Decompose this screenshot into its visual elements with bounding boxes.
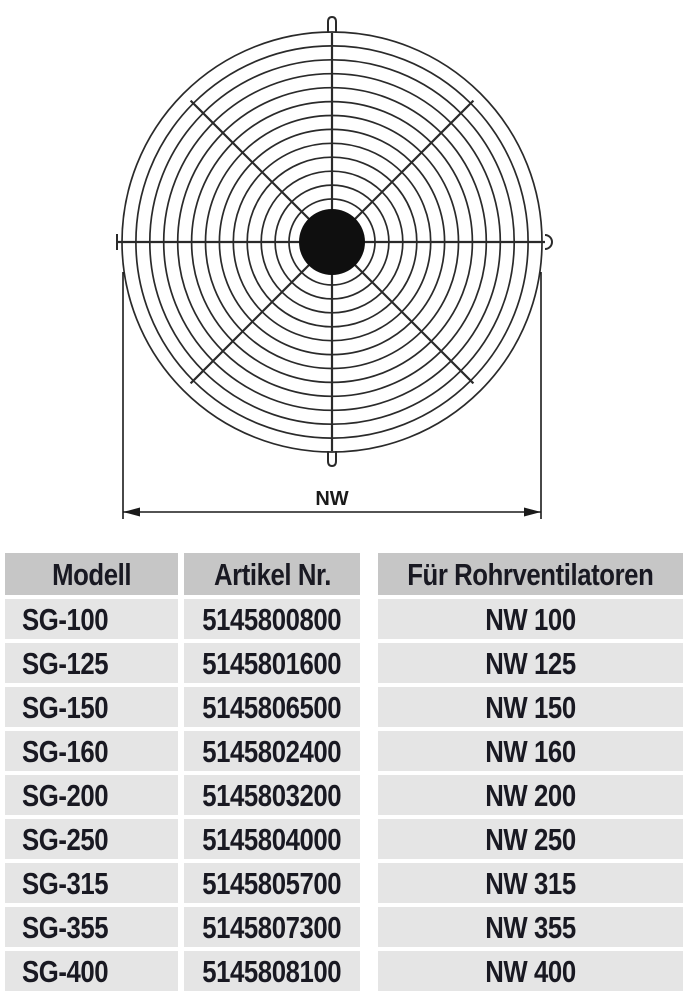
hub: [299, 209, 365, 275]
table-row: [5, 687, 683, 727]
artikel-nr-value: 5145801600: [202, 645, 342, 681]
cell-nw: [378, 687, 683, 727]
artikel-nr-value: 5145807300: [202, 909, 342, 945]
nw-value: NW 400: [485, 953, 576, 989]
table-header-row: [5, 553, 683, 595]
product-table: [5, 553, 683, 995]
cell-artikel-nr: [184, 731, 360, 771]
cell-modell: [5, 687, 178, 727]
table-row: [5, 775, 683, 815]
cell-artikel-nr: [184, 863, 360, 903]
table-row: [5, 819, 683, 859]
mounting-tab-bottom: [328, 451, 336, 466]
cell-modell: [5, 643, 178, 683]
nw-value: NW 315: [485, 865, 576, 901]
artikel-nr-value: 5145805700: [202, 865, 342, 901]
col-header-artikel-nr: [184, 553, 360, 595]
cell-artikel-nr: [184, 907, 360, 947]
dimension-label-nw: NW: [315, 488, 349, 510]
nw-value: NW 100: [485, 601, 576, 637]
cell-artikel-nr: [184, 951, 360, 991]
cell-nw: [378, 599, 683, 639]
cell-modell: [5, 775, 178, 815]
table-row: [5, 863, 683, 903]
cell-nw: [378, 775, 683, 815]
nw-value: NW 200: [485, 777, 576, 813]
cell-nw: [378, 643, 683, 683]
cell-modell: [5, 599, 178, 639]
cell-nw: [378, 907, 683, 947]
cell-modell: [5, 819, 178, 859]
table-row: [5, 599, 683, 639]
cell-modell: [5, 863, 178, 903]
nw-value: NW 355: [485, 909, 576, 945]
cell-artikel-nr: [184, 687, 360, 727]
artikel-nr-value: 5145803200: [202, 777, 342, 813]
cell-artikel-nr: [184, 643, 360, 683]
cell-artikel-nr: [184, 599, 360, 639]
artikel-nr-value: 5145800800: [202, 601, 342, 637]
modell-value: SG-100: [22, 601, 109, 637]
mounting-tab-top: [328, 17, 336, 33]
modell-value: SG-315: [22, 865, 109, 901]
table-row: [5, 907, 683, 947]
col-header-artikel-nr-label: Artikel Nr.: [213, 556, 331, 592]
nw-value: NW 160: [485, 733, 576, 769]
cell-artikel-nr: [184, 819, 360, 859]
cell-modell: [5, 907, 178, 947]
dimension-arrow-right: [524, 508, 541, 517]
cell-modell: [5, 951, 178, 991]
modell-value: SG-160: [22, 733, 109, 769]
col-header-modell-label: Modell: [51, 556, 131, 592]
col-header-rohrventilatoren-label: Für Rohrventilatoren: [407, 556, 654, 592]
cell-nw: [378, 731, 683, 771]
nw-value: NW 125: [485, 645, 576, 681]
col-header-modell: [5, 553, 178, 595]
modell-value: SG-400: [22, 953, 109, 989]
artikel-nr-value: 5145806500: [202, 689, 342, 725]
table-row: [5, 951, 683, 991]
dimension-arrow-left: [123, 508, 140, 517]
cell-modell: [5, 731, 178, 771]
cell-nw: [378, 951, 683, 991]
nw-value: NW 250: [485, 821, 576, 857]
modell-value: SG-150: [22, 689, 109, 725]
modell-value: SG-125: [22, 645, 109, 681]
cell-artikel-nr: [184, 775, 360, 815]
nw-value: NW 150: [485, 689, 576, 725]
cell-nw: [378, 863, 683, 903]
table-row: [5, 731, 683, 771]
cell-nw: [378, 819, 683, 859]
artikel-nr-value: 5145804000: [202, 821, 342, 857]
wire-end-hook-right: [545, 235, 552, 249]
modell-value: SG-200: [22, 777, 109, 813]
modell-value: SG-355: [22, 909, 109, 945]
artikel-nr-value: 5145802400: [202, 733, 342, 769]
table-row: [5, 643, 683, 683]
artikel-nr-value: 5145808100: [202, 953, 342, 989]
modell-value: SG-250: [22, 821, 109, 857]
col-header-rohrventilatoren: [378, 553, 683, 595]
